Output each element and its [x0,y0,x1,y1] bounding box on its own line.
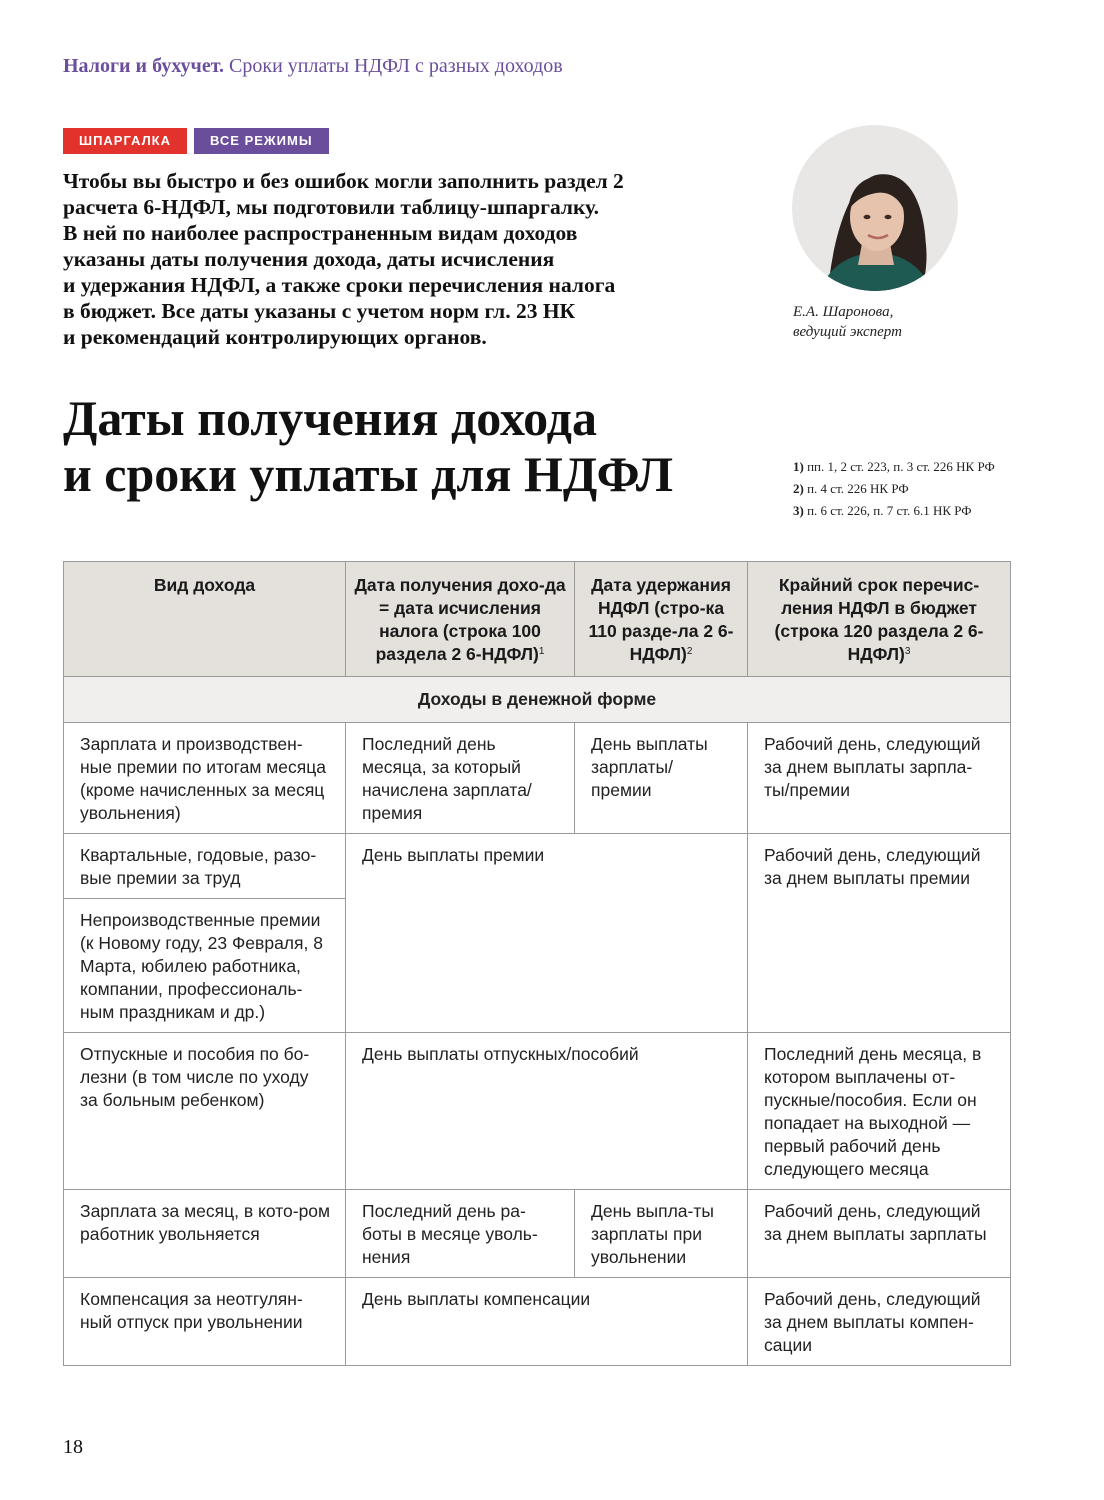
cell-payment-deadline: Рабочий день, следующий за днем выплаты зарпла-ты/премии [748,723,1011,834]
footnote-number: 3) [793,503,804,518]
cell-income-type: Квартальные, годовые, разо-вые премии за труд [64,834,346,899]
tag-list [63,128,329,154]
cell-payment-deadline: Рабочий день, следующий за днем выплаты премии [748,834,1011,1033]
ndfl-dates-table [63,561,1011,1366]
lead-line: В ней по наиболее распространенным видам доходов [63,221,578,245]
tag-cheatsheet: ШПАРГАЛКА [63,128,187,154]
lead-line: расчета 6-НДФЛ, мы подготовили таблицу-шпаргалку. [63,195,600,219]
rubric: Налоги и бухучет. [63,55,225,77]
cell-income-type: Зарплата и производствен-ные премии по итогам месяца (кроме начисленных за месяц увольнения) [64,723,346,834]
section-row [64,677,1011,723]
page-number: 18 [63,1436,83,1458]
page-title [63,390,673,502]
running-head [63,55,563,78]
cell-payment-deadline: Последний день месяца, в котором выплачены от-пускные/пособия. Если он попадает на выходной — первый рабочий день следующего месяца [748,1033,1011,1190]
author-role: ведущий эксперт [793,324,902,340]
footnote-ref: 1 [538,646,545,657]
cell-payment-deadline: Рабочий день, следующий за днем выплаты компен-сации [748,1278,1011,1366]
header-withholding-date: Дата удержания НДФЛ (стро-ка 110 разде-ла 2 6-НДФЛ)$^2$ [575,562,748,677]
cell-vacation-date: День выплаты отпускных/пособий [346,1033,748,1190]
author-portrait-illustration [792,125,958,291]
table-row-dismissal-salary [64,1190,1011,1278]
author-name: Е.А. Шаронова, [793,304,894,320]
author-caption [793,302,902,342]
footnotes [793,458,1018,524]
table-row-vacation [64,1033,1011,1190]
footnote-ref: 3 [904,646,911,657]
lead-line: указаны даты получения дохода, даты исчисления [63,247,555,271]
table-row-salary [64,723,1011,834]
running-head-subtitle: Сроки уплаты НДФЛ с разных доходов [229,55,563,77]
lead-line: и удержания НДФЛ, а также сроки перечисления налога [63,273,616,297]
table-header-row [64,562,1011,677]
title-line: и сроки уплаты для НДФЛ [63,446,674,502]
footnote-number: 1) [793,459,804,474]
cell-income-type: Зарплата за месяц, в кото-ром работник увольняется [64,1190,346,1278]
cell-withholding-date: День выплаты зарплаты/премии [575,723,748,834]
section-title: Доходы в денежной форме [64,677,1011,723]
author-photo [792,125,958,291]
footnote-number: 2) [793,481,804,496]
footnote-text: п. 6 ст. 226, п. 7 ст. 6.1 НК РФ [807,503,972,518]
header-income-type: Вид дохода [64,562,346,677]
header-payment-deadline: Крайний срок перечис-ления НДФЛ в бюджет (строка 120 раздела 2 6-НДФЛ)$^3$ [748,562,1011,677]
footnote-text: п. 4 ст. 226 НК РФ [807,481,909,496]
lead-paragraph [63,168,763,350]
footnote [793,480,1018,497]
table-row-bonuses [64,834,1011,899]
lead-line: и рекомендаций контролирующих органов. [63,325,487,349]
lead-line: в бюджет. Все даты указаны с учетом норм гл. 23 НК [63,299,576,323]
cell-income-type: Отпускные и пособия по бо-лезни (в том числе по уходу за больным ребенком) [64,1033,346,1190]
cell-payment-deadline: Рабочий день, следующий за днем выплаты зарплаты [748,1190,1011,1278]
cell-income-type: Компенсация за неотгулян-ный отпуск при увольнении [64,1278,346,1366]
cell-compensation-date: День выплаты компенсации [346,1278,748,1366]
title-line: Даты получения дохода [63,390,597,446]
footnote-text: пп. 1, 2 ст. 223, п. 3 ст. 226 НК РФ [807,459,995,474]
cell-income-type: Непроизводственные премии (к Новому году, 23 Февраля, 8 Марта, юбилею работника, компании, профессиональ-ным праздникам и др.) [64,899,346,1033]
table-row-compensation [64,1278,1011,1366]
cell-withholding-date: День выпла-ты зарплаты при увольнении [575,1190,748,1278]
footnote-ref: 2 [686,646,693,657]
cell-income-date: Последний день месяца, за который начислена зарплата/премия [346,723,575,834]
cell-bonus-date: День выплаты премии [346,834,748,1033]
cell-income-date: Последний день ра-боты в месяце уволь-нения [346,1190,575,1278]
tag-all-regimes: ВСЕ РЕЖИМЫ [194,128,329,154]
header-income-date: Дата получения дохо-да = дата исчисления налога (строка 100 раздела 2 6-НДФЛ)$^1$ [346,562,575,677]
lead-line: Чтобы вы быстро и без ошибок могли заполнить раздел 2 [63,169,624,193]
footnote [793,502,1018,519]
footnote [793,458,1018,475]
